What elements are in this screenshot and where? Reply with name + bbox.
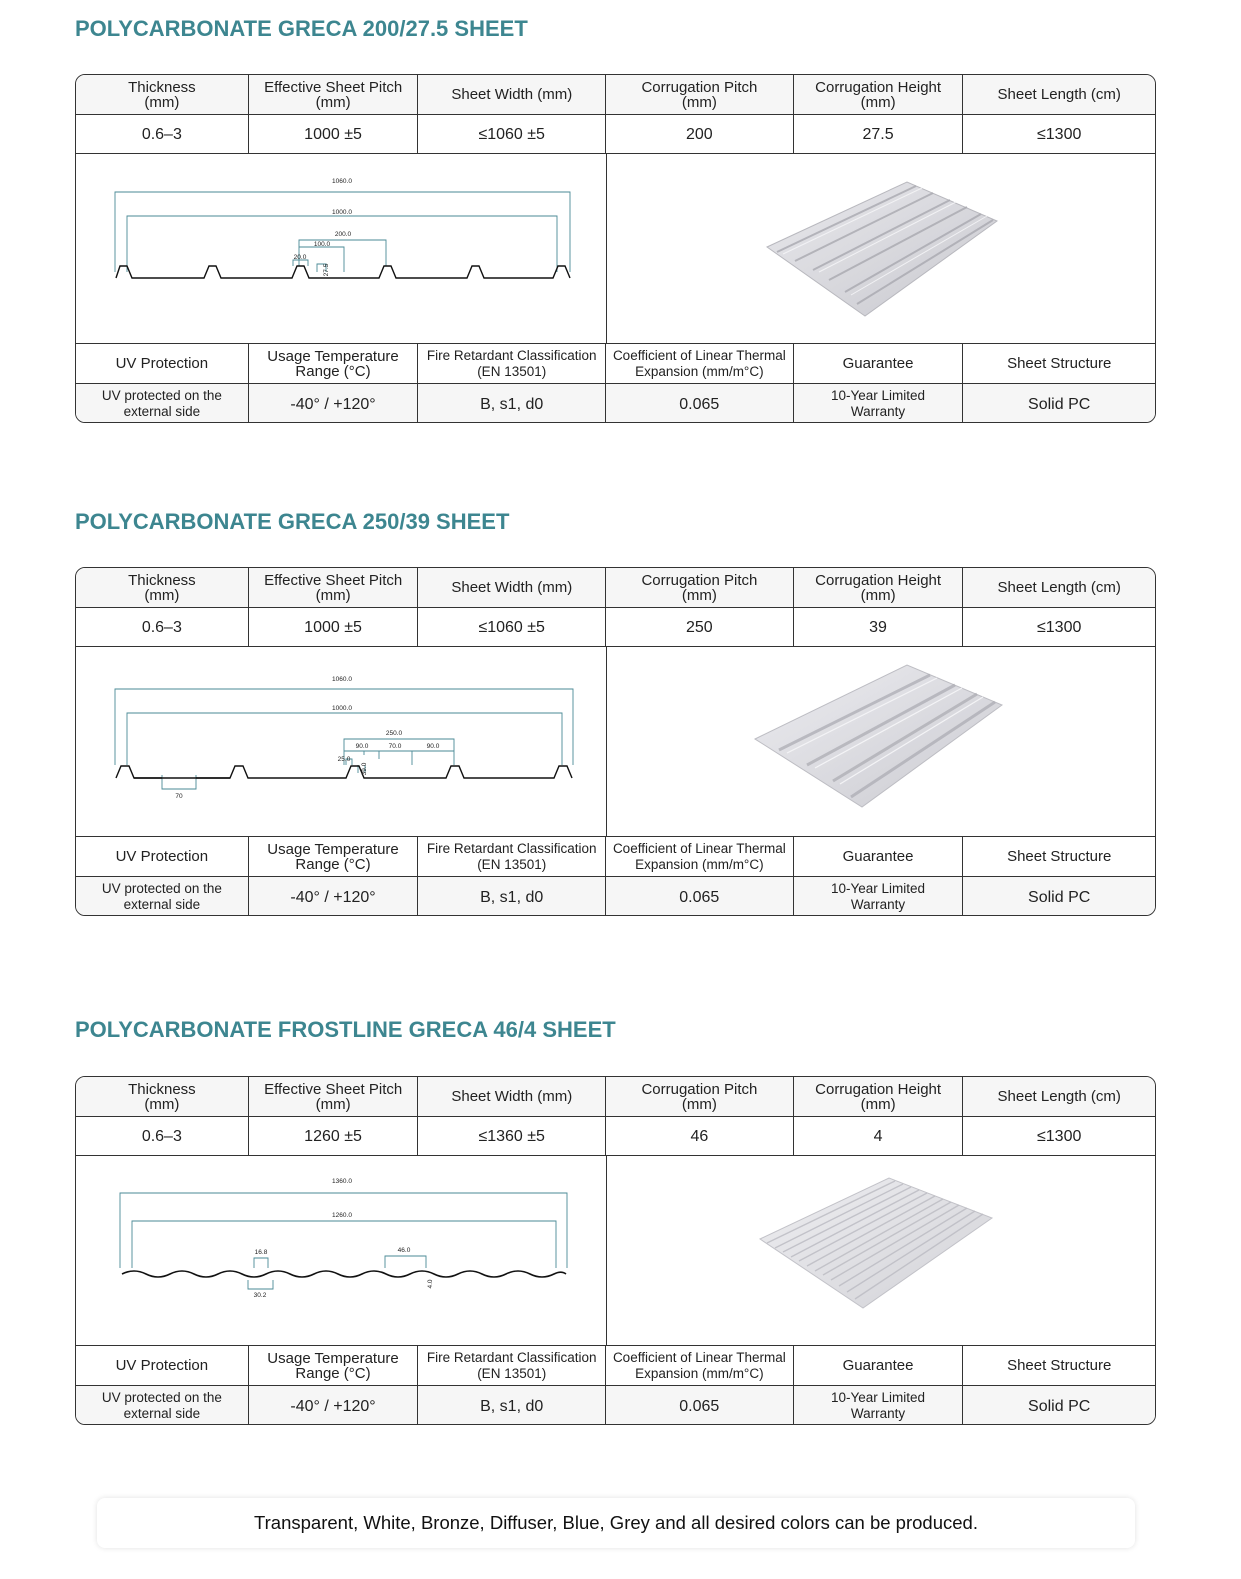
spec-value-row-2 [76, 384, 1155, 423]
value-thickness: 0.6–3 [76, 608, 249, 646]
header-guarantee: Guarantee [794, 344, 964, 383]
header-sheet-structure: Sheet Structure [1007, 355, 1112, 372]
header-corrugation-height: Corrugation Height (mm) [794, 1077, 964, 1116]
header-effective-pitch: Effective Sheet Pitch (mm) [249, 568, 419, 607]
value-sheet-length: ≤1300 [1037, 618, 1082, 636]
spec-header-row-2 [76, 837, 1155, 877]
value-corrugation-height: 4 [794, 1117, 964, 1155]
dim-label: 100.0 [313, 241, 331, 248]
spec-header-row [76, 75, 1155, 115]
image-row [76, 1156, 1155, 1346]
spec-value-row [76, 608, 1155, 647]
header-corrugation-pitch: Corrugation Pitch (mm) [606, 568, 794, 607]
dim-label: 1060.0 [332, 178, 352, 185]
dim-label: 250.0 [385, 730, 403, 737]
header-fire-classification: Fire Retardant Classification (EN 13501) [418, 837, 606, 876]
header-thickness: Thickness (mm) [76, 1077, 249, 1116]
header-sheet-width: Sheet Width (mm) [418, 75, 606, 114]
value-guarantee: 10-Year Limited Warranty [794, 877, 964, 916]
dim-label: 1060.0 [332, 676, 352, 683]
dim-label: 25.0 [337, 756, 351, 763]
colors-note: Transparent, White, Bronze, Diffuser, Blue, Grey and all desired colors can be produced. [97, 1498, 1135, 1548]
value-uv-protection: UV protected on the external side [76, 877, 249, 916]
value-fire-classification: B, s1, d0 [418, 1386, 606, 1425]
value-fire-classification: B, s1, d0 [418, 877, 606, 916]
spec-value-row [76, 1117, 1155, 1156]
dim-label: 39.0 [361, 762, 368, 776]
value-usage-temperature: -40° / +120° [249, 384, 419, 423]
value-sheet-structure: Solid PC [1028, 395, 1091, 413]
header-corrugation-height: Corrugation Height (mm) [794, 75, 964, 114]
dim-label: 20.0 [293, 254, 307, 261]
dim-label: 1360.0 [332, 1178, 352, 1185]
header-sheet-length: Sheet Length (cm) [997, 86, 1121, 103]
spec-header-row-2 [76, 1346, 1155, 1386]
spec-header-row-2 [76, 344, 1155, 384]
header-effective-pitch: Effective Sheet Pitch (mm) [249, 1077, 419, 1116]
dim-label: 27.5 [323, 263, 330, 277]
value-sheet-width: ≤1360 ±5 [418, 1117, 606, 1155]
header-effective-pitch: Effective Sheet Pitch (mm) [249, 75, 419, 114]
header-uv-protection: UV Protection [76, 837, 249, 876]
header-thermal-expansion: Coefficient of Linear Thermal Expansion (mm/m°C) [606, 1346, 794, 1385]
dim-label: 46.0 [397, 1247, 411, 1254]
header-guarantee: Guarantee [794, 1346, 964, 1385]
spec-header-row [76, 568, 1155, 608]
dim-label: 90.0 [426, 743, 440, 750]
header-usage-temperature: Usage Temperature Range (°C) [249, 1346, 419, 1385]
value-sheet-structure: Solid PC [1028, 1397, 1091, 1415]
dim-label: 200.0 [334, 231, 352, 238]
value-uv-protection: UV protected on the external side [76, 1386, 249, 1425]
value-sheet-structure: Solid PC [1028, 888, 1091, 906]
value-usage-temperature: -40° / +120° [249, 877, 419, 916]
header-uv-protection: UV Protection [76, 344, 249, 383]
header-sheet-length: Sheet Length (cm) [997, 1088, 1121, 1105]
dim-label: 16.8 [254, 1249, 268, 1256]
dim-label: 1260.0 [332, 1212, 352, 1219]
value-effective-pitch: 1000 ±5 [249, 608, 419, 646]
header-thermal-expansion: Coefficient of Linear Thermal Expansion (mm/m°C) [606, 344, 794, 383]
header-thickness: Thickness (mm) [76, 75, 249, 114]
profile-diagram [76, 647, 607, 836]
value-sheet-length: ≤1300 [1037, 1127, 1082, 1145]
value-guarantee: 10-Year Limited Warranty [794, 384, 964, 423]
dim-label: 30.2 [253, 1292, 267, 1299]
dim-label: 90.0 [355, 743, 369, 750]
value-thermal-expansion: 0.065 [606, 877, 794, 916]
dim-label: 1000.0 [332, 705, 352, 712]
value-thickness: 0.6–3 [76, 115, 249, 153]
spec-value-row-2 [76, 877, 1155, 916]
header-fire-classification: Fire Retardant Classification (EN 13501) [418, 1346, 606, 1385]
sheet-photo [607, 1156, 1155, 1345]
value-sheet-width: ≤1060 ±5 [418, 115, 606, 153]
image-row [76, 154, 1155, 344]
spec-card [75, 1076, 1156, 1425]
header-thermal-expansion: Coefficient of Linear Thermal Expansion (mm/m°C) [606, 837, 794, 876]
value-effective-pitch: 1000 ±5 [249, 115, 419, 153]
header-corrugation-height: Corrugation Height (mm) [794, 568, 964, 607]
header-usage-temperature: Usage Temperature Range (°C) [249, 344, 419, 383]
sheet-photo [607, 154, 1155, 343]
dim-label: 4.0 [427, 1279, 434, 1289]
value-corrugation-height: 39 [794, 608, 964, 646]
value-thickness: 0.6–3 [76, 1117, 249, 1155]
value-fire-classification: B, s1, d0 [418, 384, 606, 423]
value-thermal-expansion: 0.065 [606, 1386, 794, 1425]
header-corrugation-pitch: Corrugation Pitch (mm) [606, 75, 794, 114]
spec-value-row [76, 115, 1155, 154]
value-effective-pitch: 1260 ±5 [249, 1117, 419, 1155]
value-corrugation-pitch: 200 [606, 115, 794, 153]
section-title: POLYCARBONATE GRECA 200/27.5 SHEET [75, 16, 528, 41]
header-uv-protection: UV Protection [76, 1346, 249, 1385]
header-sheet-structure: Sheet Structure [1007, 848, 1112, 865]
value-corrugation-height: 27.5 [794, 115, 964, 153]
value-corrugation-pitch: 250 [606, 608, 794, 646]
value-sheet-width: ≤1060 ±5 [418, 608, 606, 646]
header-thickness: Thickness (mm) [76, 568, 249, 607]
spec-card [75, 74, 1156, 423]
dim-label: 70 [175, 793, 183, 800]
profile-diagram [76, 154, 607, 343]
header-sheet-structure: Sheet Structure [1007, 1357, 1112, 1374]
spec-header-row [76, 1077, 1155, 1117]
sheet-photo [607, 647, 1155, 836]
section-title: POLYCARBONATE GRECA 250/39 SHEET [75, 509, 510, 534]
spec-card [75, 567, 1156, 916]
header-sheet-length: Sheet Length (cm) [997, 579, 1121, 596]
value-thermal-expansion: 0.065 [606, 384, 794, 423]
spec-value-row-2 [76, 1386, 1155, 1425]
header-usage-temperature: Usage Temperature Range (°C) [249, 837, 419, 876]
dim-label: 70.0 [388, 743, 402, 750]
value-sheet-length: ≤1300 [1037, 125, 1082, 143]
image-row [76, 647, 1155, 837]
header-fire-classification: Fire Retardant Classification (EN 13501) [418, 344, 606, 383]
value-corrugation-pitch: 46 [606, 1117, 794, 1155]
header-corrugation-pitch: Corrugation Pitch (mm) [606, 1077, 794, 1116]
header-guarantee: Guarantee [794, 837, 964, 876]
header-sheet-width: Sheet Width (mm) [418, 568, 606, 607]
profile-diagram [76, 1156, 607, 1345]
dim-label: 1000.0 [332, 209, 352, 216]
value-usage-temperature: -40° / +120° [249, 1386, 419, 1425]
header-sheet-width: Sheet Width (mm) [418, 1077, 606, 1116]
section-title: POLYCARBONATE FROSTLINE GRECA 46/4 SHEET [75, 1017, 616, 1042]
value-guarantee: 10-Year Limited Warranty [794, 1386, 964, 1425]
value-uv-protection: UV protected on the external side [76, 384, 249, 423]
